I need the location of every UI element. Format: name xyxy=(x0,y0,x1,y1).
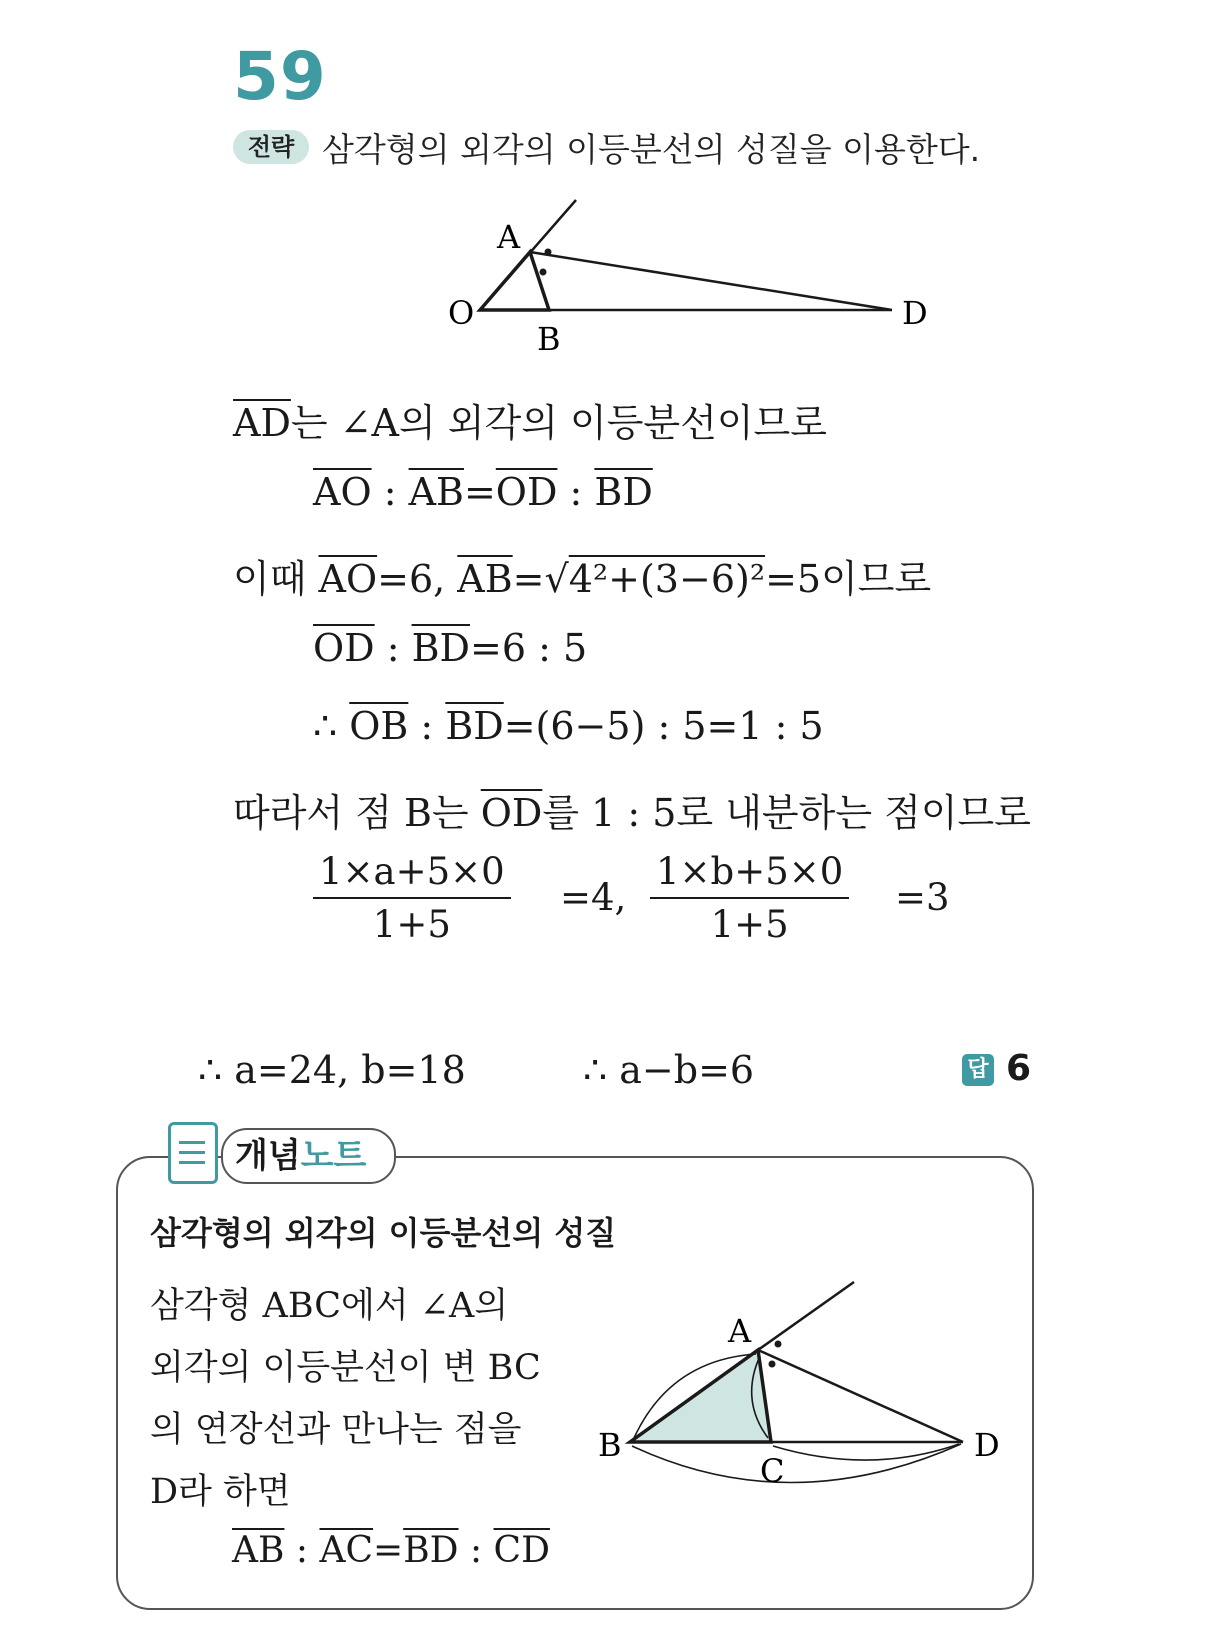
segment-label: $\overline{OD}$ xyxy=(495,470,558,514)
solution-line-1 xyxy=(233,392,827,447)
ratio-sep: : xyxy=(458,1530,494,1571)
solution-line-2 xyxy=(313,470,653,514)
therefore: ∴ xyxy=(313,704,350,748)
arc-cd xyxy=(773,1444,959,1460)
numerator: 1×a+5×0 xyxy=(313,850,511,899)
segment-label: $\overline{BD}$ xyxy=(445,704,504,748)
segment-label: $\overline{CD}$ xyxy=(493,1530,550,1571)
ratio-sep: : xyxy=(408,704,446,748)
fraction-a xyxy=(313,850,511,946)
segment-ad xyxy=(530,252,892,310)
label-o: O xyxy=(448,294,475,332)
segment-label: $\overline{AB}$ xyxy=(408,470,464,514)
note-body-line: 삼각형 ABC에서 ∠A의 xyxy=(150,1286,509,1326)
solution-line-3 xyxy=(233,548,931,603)
angle-mark-dot xyxy=(540,269,547,276)
segment-label: $\overline{AD}$ xyxy=(233,401,291,445)
sqrt-symbol: √ xyxy=(544,557,569,601)
segment-label: $\overline{BD}$ xyxy=(403,1530,459,1571)
label-b: B xyxy=(598,1426,622,1464)
strategy-badge: 전략 xyxy=(233,130,309,164)
segment-label: $\overline{OD}$ xyxy=(480,791,543,835)
text: 는 ∠A의 외각의 이등분선이므로 xyxy=(290,401,827,445)
sqrt-radicand: 4²+(3−6)² xyxy=(568,557,766,601)
note-body-line: 외각의 이등분선이 변 BC xyxy=(150,1348,541,1388)
label-d: D xyxy=(974,1426,1000,1464)
label-a: A xyxy=(497,218,521,256)
label-d: D xyxy=(902,294,928,332)
fraction-b xyxy=(650,850,849,946)
result-diff: ∴ a−b=6 xyxy=(583,1048,755,1092)
note-title: 삼각형의 외각의 이등분선의 성질 xyxy=(150,1214,617,1252)
note-body-line: 의 연장선과 만나는 점을 xyxy=(150,1410,522,1450)
note-tab-label: 개념 xyxy=(235,1136,301,1176)
angle-mark-dot xyxy=(769,1361,776,1368)
note-body-line: D라 하면 xyxy=(150,1472,291,1512)
ratio-sep: : xyxy=(284,1530,320,1571)
fraction-b-result: =3 xyxy=(895,876,950,919)
triangle-oab xyxy=(480,252,549,310)
triangle-figure xyxy=(440,190,928,370)
ratio-sep: : xyxy=(374,626,412,670)
segment-label: $\overline{BD}$ xyxy=(411,626,470,670)
bisector-figure xyxy=(590,1270,1010,1510)
ratio-sep: : xyxy=(557,470,595,514)
segment-label: $\overline{AO}$ xyxy=(313,470,372,514)
note-tab-label-accent: 노트 xyxy=(300,1136,367,1176)
notepad-icon xyxy=(168,1122,218,1184)
strategy-text: 삼각형의 외각의 이등분선의 성질을 이용한다. xyxy=(322,130,981,169)
answer-value: 6 xyxy=(1006,1048,1032,1089)
segment-ad xyxy=(758,1350,963,1442)
arc-bd xyxy=(632,1444,961,1483)
segment-label: $\overline{AC}$ xyxy=(319,1530,374,1571)
text: 따라서 점 B는 xyxy=(233,791,481,835)
text: =(6−5) : 5=1 : 5 xyxy=(503,704,824,748)
note-formula xyxy=(232,1530,550,1571)
text: =6, xyxy=(377,557,458,601)
segment-label: $\overline{AB}$ xyxy=(232,1530,285,1571)
solution-line-5 xyxy=(313,704,824,748)
denominator: 1+5 xyxy=(710,903,789,946)
solution-line-6 xyxy=(233,782,1031,837)
label-c: C xyxy=(760,1452,785,1490)
ratio-sep: : xyxy=(371,470,409,514)
segment-label: $\overline{OD}$ xyxy=(313,626,375,670)
text: =6 : 5 xyxy=(470,626,588,670)
text: 이때 xyxy=(233,557,319,601)
concept-note-tab xyxy=(221,1128,396,1184)
segment-label: $\overline{AO}$ xyxy=(318,557,378,601)
angle-mark-dot xyxy=(775,1341,782,1348)
text: =5이므로 xyxy=(765,557,932,601)
label-a: A xyxy=(728,1312,752,1350)
denominator: 1+5 xyxy=(372,903,451,946)
segment-label: $\overline{AB}$ xyxy=(457,557,513,601)
angle-mark-dot xyxy=(545,249,552,256)
text: 를 1 : 5로 내분하는 점이므로 xyxy=(542,791,1031,835)
equals: = xyxy=(373,1530,404,1571)
equals: = xyxy=(463,470,496,514)
segment-label: $\overline{BD}$ xyxy=(594,470,653,514)
ray-extension xyxy=(758,1282,854,1350)
segment-label: $\overline{OB}$ xyxy=(349,704,409,748)
answer-badge: 답 xyxy=(962,1054,994,1086)
text: = xyxy=(512,557,545,601)
numerator: 1×b+5×0 xyxy=(650,850,849,899)
problem-number: 59 xyxy=(233,38,327,115)
label-b: B xyxy=(537,320,561,358)
fraction-a-result: =4, xyxy=(560,876,627,919)
solution-line-4 xyxy=(313,626,587,670)
result-ab: ∴ a=24, b=18 xyxy=(198,1048,466,1092)
